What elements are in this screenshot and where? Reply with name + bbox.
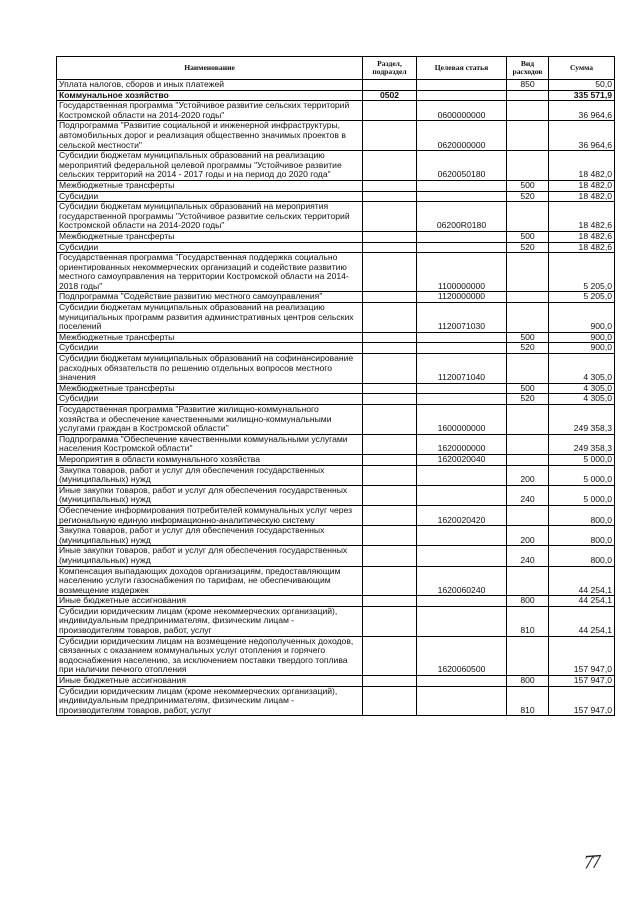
row-kind <box>507 303 549 333</box>
table-row <box>57 546 615 566</box>
table-row <box>57 90 615 101</box>
row-section <box>363 343 417 354</box>
row-kind <box>507 253 549 292</box>
row-kind <box>507 292 549 303</box>
row-section <box>363 485 417 505</box>
row-sum: 50,0 <box>549 80 615 91</box>
row-target: 1120071040 <box>417 354 507 384</box>
row-section <box>363 80 417 91</box>
row-sum: 44 254,1 <box>549 566 615 596</box>
table-row <box>57 202 615 232</box>
row-name: Подпрограмма "Содействие развитию местного самоуправления" <box>57 292 363 303</box>
row-target <box>417 526 507 546</box>
row-kind <box>507 505 549 525</box>
row-kind: 810 <box>507 606 549 636</box>
row-sum: 900,0 <box>549 343 615 354</box>
row-section <box>363 686 417 716</box>
row-sum: 18 482,6 <box>549 231 615 242</box>
row-target <box>417 80 507 91</box>
row-target <box>417 332 507 343</box>
row-name: Межбюджетные трансферты <box>57 332 363 343</box>
row-name: Уплата налогов, сборов и иных платежей <box>57 80 363 91</box>
row-sum: 800,0 <box>549 505 615 525</box>
header-sum: Сумма <box>549 57 615 80</box>
header-target: Целевая статья <box>417 57 507 80</box>
row-section <box>363 292 417 303</box>
row-section <box>363 465 417 485</box>
row-sum: 335 571,9 <box>549 90 615 101</box>
row-kind <box>507 151 549 181</box>
row-kind <box>507 405 549 435</box>
row-kind: 520 <box>507 242 549 253</box>
table-row <box>57 80 615 91</box>
row-name: Компенсация выпадающих доходов организациям, предоставляющим населению услуги газоснабжения по тарифам, не обеспечивающим возмещение издержек <box>57 566 363 596</box>
row-name: Подпрограмма "Развитие социальной и инженерной инфраструктуры, автомобильных дорог и реализация общественно значимых проектов в сельской местности" <box>57 121 363 151</box>
row-kind: 500 <box>507 180 549 191</box>
row-target <box>417 242 507 253</box>
row-section <box>363 434 417 454</box>
row-kind: 520 <box>507 191 549 202</box>
table-row <box>57 596 615 607</box>
row-target <box>417 606 507 636</box>
row-name: Субсидии <box>57 242 363 253</box>
row-target <box>417 90 507 101</box>
row-sum: 5 000,0 <box>549 465 615 485</box>
row-kind: 500 <box>507 383 549 394</box>
row-sum: 249 358,3 <box>549 405 615 435</box>
row-section <box>363 101 417 121</box>
row-section <box>363 332 417 343</box>
table-row <box>57 354 615 384</box>
row-target <box>417 596 507 607</box>
row-name: Иные закупки товаров, работ и услуг для обеспечения государственных (муниципальных) нужд <box>57 546 363 566</box>
row-name: Мероприятия в области коммунального хозяйства <box>57 454 363 465</box>
row-target <box>417 343 507 354</box>
row-kind: 500 <box>507 231 549 242</box>
row-sum: 249 358,3 <box>549 434 615 454</box>
row-kind: 810 <box>507 686 549 716</box>
row-kind: 500 <box>507 332 549 343</box>
row-name: Субсидии бюджетам муниципальных образований на мероприятия государственной программы "Устойчивое развитие сельских территорий Костромской области на 2014-2020 годы" <box>57 202 363 232</box>
row-kind: 800 <box>507 596 549 607</box>
table-row <box>57 465 615 485</box>
row-kind: 200 <box>507 526 549 546</box>
row-sum: 18 482,0 <box>549 180 615 191</box>
row-section <box>363 191 417 202</box>
table-row <box>57 191 615 202</box>
row-section <box>363 505 417 525</box>
row-section <box>363 394 417 405</box>
row-kind <box>507 434 549 454</box>
row-section <box>363 231 417 242</box>
row-kind: 520 <box>507 343 549 354</box>
row-sum: 800,0 <box>549 526 615 546</box>
row-name: Субсидии бюджетам муниципальных образований на реализацию муниципальных программ развития административных центров сельских поселений <box>57 303 363 333</box>
table-row <box>57 636 615 675</box>
row-name: Субсидии юридическим лицам на возмещение недополученных доходов, связанных с оказанием коммунальных услуг отопления и горячего водоснабжения населению, за исключением поставки твердого топлива при наличии печного отопления <box>57 636 363 675</box>
row-sum: 900,0 <box>549 332 615 343</box>
row-target: 1620020040 <box>417 454 507 465</box>
table-row <box>57 566 615 596</box>
row-kind <box>507 202 549 232</box>
row-name: Иные бюджетные ассигнования <box>57 676 363 687</box>
row-name: Межбюджетные трансферты <box>57 231 363 242</box>
row-name: Субсидии юридическим лицам (кроме некоммерческих организаций), индивидуальным предпринимателям, физическим лицам - производителям товаров, работ, услуг <box>57 606 363 636</box>
row-kind: 800 <box>507 676 549 687</box>
row-section <box>363 405 417 435</box>
row-target: 1120000000 <box>417 292 507 303</box>
row-name: Коммунальное хозяйство <box>57 90 363 101</box>
table-row <box>57 606 615 636</box>
row-section <box>363 606 417 636</box>
row-target: 0600000000 <box>417 101 507 121</box>
row-target <box>417 394 507 405</box>
table-body <box>57 80 615 716</box>
table-row <box>57 151 615 181</box>
row-target <box>417 191 507 202</box>
row-section <box>363 596 417 607</box>
row-target <box>417 546 507 566</box>
table-row <box>57 303 615 333</box>
header-name: Наименование <box>57 57 363 80</box>
row-name: Субсидии <box>57 394 363 405</box>
row-kind: 240 <box>507 546 549 566</box>
table-row <box>57 343 615 354</box>
row-kind: 520 <box>507 394 549 405</box>
row-sum: 44 254,1 <box>549 606 615 636</box>
row-section <box>363 253 417 292</box>
row-target: 1100000000 <box>417 253 507 292</box>
row-kind <box>507 454 549 465</box>
row-sum: 18 482,0 <box>549 151 615 181</box>
table-header-row <box>57 57 615 80</box>
row-target: 1120071030 <box>417 303 507 333</box>
table-row <box>57 394 615 405</box>
table-row <box>57 332 615 343</box>
row-target: 1620060240 <box>417 566 507 596</box>
row-sum: 800,0 <box>549 546 615 566</box>
row-section <box>363 354 417 384</box>
table-row <box>57 231 615 242</box>
table-row <box>57 485 615 505</box>
table-row <box>57 242 615 253</box>
row-sum: 5 205,0 <box>549 253 615 292</box>
row-section <box>363 566 417 596</box>
row-name: Межбюджетные трансферты <box>57 180 363 191</box>
row-target: 06200R0180 <box>417 202 507 232</box>
table-row <box>57 383 615 394</box>
table-row <box>57 292 615 303</box>
row-sum: 4 305,0 <box>549 394 615 405</box>
row-kind: 850 <box>507 80 549 91</box>
row-kind <box>507 90 549 101</box>
row-name: Субсидии юридическим лицам (кроме некоммерческих организаций), индивидуальным предпринимателям, физическим лицам - производителям товаров, работ, услуг <box>57 686 363 716</box>
row-target: 0620000000 <box>417 121 507 151</box>
budget-document <box>56 56 614 716</box>
row-sum: 4 305,0 <box>549 383 615 394</box>
row-target <box>417 465 507 485</box>
row-name: Государственная программа "Развитие жилищно-коммунального хозяйства и обеспечение качественными жилищно-коммунальными услугами граждан в Костромской области" <box>57 405 363 435</box>
row-kind <box>507 101 549 121</box>
table-row <box>57 686 615 716</box>
table-row <box>57 526 615 546</box>
row-name: Субсидии <box>57 191 363 202</box>
row-kind <box>507 566 549 596</box>
table-row <box>57 434 615 454</box>
row-sum: 157 947,0 <box>549 686 615 716</box>
row-section <box>363 242 417 253</box>
row-name: Закупка товаров, работ и услуг для обеспечения государственных (муниципальных) нужд <box>57 465 363 485</box>
row-name: Субсидии бюджетам муниципальных образований на софинансирование расходных обязательств по решению отдельных вопросов местного значения <box>57 354 363 384</box>
table-row <box>57 505 615 525</box>
row-sum: 18 482,6 <box>549 242 615 253</box>
row-name: Государственная программа "Государственная поддержка социально ориентированных некоммерческих организаций и содействие развитию местного самоуправления на территории Костромской области на 2014-2018 годы" <box>57 253 363 292</box>
row-target <box>417 231 507 242</box>
row-section <box>363 180 417 191</box>
row-sum: 18 482,0 <box>549 191 615 202</box>
row-kind: 240 <box>507 485 549 505</box>
row-name: Иные бюджетные ассигнования <box>57 596 363 607</box>
table-row <box>57 676 615 687</box>
row-target: 1620000000 <box>417 434 507 454</box>
header-kind: Вид расходов <box>507 57 549 80</box>
row-target <box>417 383 507 394</box>
row-section <box>363 526 417 546</box>
row-section <box>363 676 417 687</box>
table-row <box>57 180 615 191</box>
row-sum: 18 482,6 <box>549 202 615 232</box>
row-target: 1620020420 <box>417 505 507 525</box>
table-row <box>57 121 615 151</box>
row-section <box>363 383 417 394</box>
row-sum: 157 947,0 <box>549 636 615 675</box>
row-sum: 44 254,1 <box>549 596 615 607</box>
row-name: Обеспечение информирования потребителей коммунальных услуг через региональную единую информационно-аналитическую систему <box>57 505 363 525</box>
header-section: Раздел, подраздел <box>363 57 417 80</box>
row-kind <box>507 121 549 151</box>
row-section <box>363 636 417 675</box>
table-row <box>57 405 615 435</box>
row-section <box>363 303 417 333</box>
row-name: Подпрограмма "Обеспечение качественными коммунальными услугами населения Костромской области" <box>57 434 363 454</box>
row-sum: 4 305,0 <box>549 354 615 384</box>
row-sum: 900,0 <box>549 303 615 333</box>
row-kind: 200 <box>507 465 549 485</box>
row-section: 0502 <box>363 90 417 101</box>
row-target: 0620050180 <box>417 151 507 181</box>
row-kind <box>507 636 549 675</box>
row-name: Субсидии бюджетам муниципальных образований на реализацию мероприятий федеральной целевой программы "Устойчивое развитие сельских территорий на 2014 - 2017 годы и на период до 2020 года" <box>57 151 363 181</box>
row-target <box>417 180 507 191</box>
row-section <box>363 151 417 181</box>
row-target <box>417 686 507 716</box>
table-row <box>57 454 615 465</box>
page-number: 77 <box>583 851 600 874</box>
row-sum: 5 000,0 <box>549 485 615 505</box>
row-name: Закупка товаров, работ и услуг для обеспечения государственных (муниципальных) нужд <box>57 526 363 546</box>
row-sum: 5 000,0 <box>549 454 615 465</box>
row-sum: 36 964,6 <box>549 121 615 151</box>
table-row <box>57 101 615 121</box>
row-sum: 5 205,0 <box>549 292 615 303</box>
row-target: 1620060500 <box>417 636 507 675</box>
row-section <box>363 546 417 566</box>
row-name: Государственная программа "Устойчивое развитие сельских территорий Костромской области на 2014-2020 годы" <box>57 101 363 121</box>
row-section <box>363 121 417 151</box>
row-section <box>363 202 417 232</box>
row-sum: 36 964,6 <box>549 101 615 121</box>
budget-table <box>56 56 615 716</box>
row-target <box>417 485 507 505</box>
table-row <box>57 253 615 292</box>
row-target: 1600000000 <box>417 405 507 435</box>
row-target <box>417 676 507 687</box>
row-name: Субсидии <box>57 343 363 354</box>
row-kind <box>507 354 549 384</box>
row-name: Межбюджетные трансферты <box>57 383 363 394</box>
row-section <box>363 454 417 465</box>
row-sum: 157 947,0 <box>549 676 615 687</box>
row-name: Иные закупки товаров, работ и услуг для обеспечения государственных (муниципальных) нужд <box>57 485 363 505</box>
